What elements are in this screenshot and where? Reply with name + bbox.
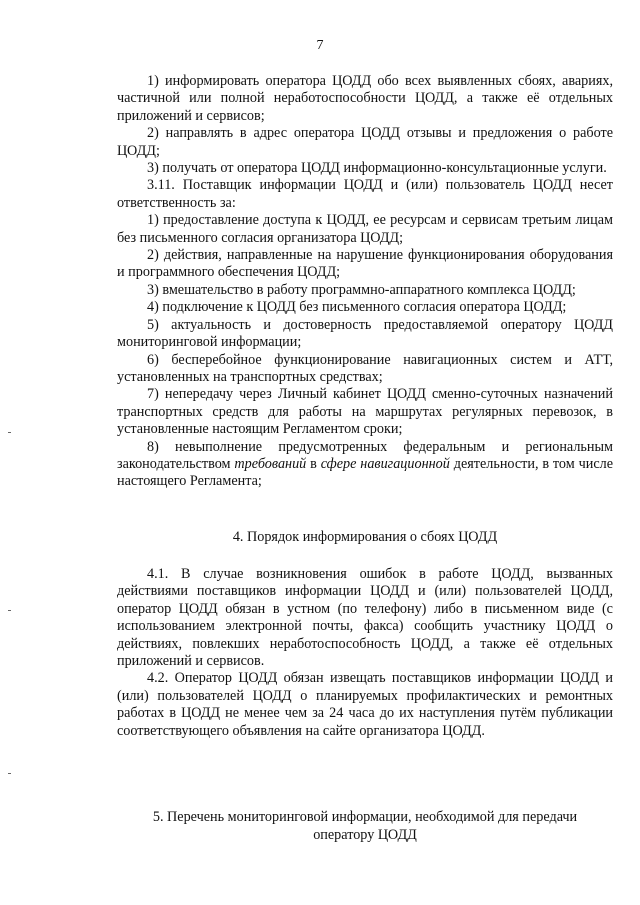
paragraph: 1) информировать оператора ЦОДД обо всех выявленных сбоях, авариях, частичной или полной неработоспособности ЦОДД, а также её отдельных приложений и сервисов;	[117, 73, 613, 124]
paragraph-8-text: в	[306, 455, 321, 472]
paragraph: 3) вмешательство в работу программно-аппаратного комплекса ЦОДД;	[147, 281, 576, 298]
scan-mark	[8, 773, 11, 774]
paragraph: 7) непередачу через Личный кабинет ЦОДД сменно-суточных назначений транспортных средств для работы на маршрутах регулярных перевозок, в установленные настоящим Регламентом сроки;	[117, 386, 613, 438]
section-5-heading-line: оператору ЦОДД	[313, 827, 417, 843]
paragraph: 2) действия, направленные на нарушение функционирования оборудования и программного обеспечения ЦОДД;	[117, 247, 613, 281]
section-4-text	[117, 566, 613, 740]
paragraph-8-text: деятельности, в том числе настоящего Регламента;	[117, 455, 614, 490]
paragraph-8	[117, 439, 613, 491]
section-5-heading	[117, 808, 613, 844]
paragraph-8-text: 8) невыполнение предусмотренных федеральным и региональным законодательством	[117, 438, 613, 472]
paragraph: 4.1. В случае возникновения ошибок в работе ЦОДД, вызванных действиями поставщиков информации ЦОДД и (или) пользователей ЦОДД, оператор ЦОДД обязан в устном (по телефону) либо в письменном виде (с использованием электронной почты, факса) сообщить участнику ЦОДД о действиях, повлекших неработоспособность ЦОДД, а также её отдельных приложений и сервисов.	[117, 566, 613, 670]
section-4-heading: 4. Порядок информирования о сбоях ЦОДД	[232, 529, 498, 545]
paragraph: 2) направлять в адрес оператора ЦОДД отзывы и предложения о работе ЦОДД;	[117, 125, 613, 159]
paragraph: 6) бесперебойное функционирование навигационных систем и АТТ, установленных на транспортных средствах;	[117, 351, 613, 385]
paragraph: 5) актуальность и достоверность предоставляемой оператору ЦОДД мониторинговой информации;	[117, 316, 613, 351]
italic-text: требований	[234, 455, 307, 472]
section-3-text	[117, 73, 613, 491]
section-5-heading-line: 5. Перечень мониторинговой информации, необходимой для передачи	[152, 809, 578, 825]
paragraph: 3) получать от оператора ЦОДД информационно-консультационные услуги.	[147, 160, 607, 177]
scan-mark	[8, 432, 11, 433]
paragraph: 3.11. Поставщик информации ЦОДД и (или) пользователь ЦОДД несет ответственность за:	[117, 177, 613, 211]
page-number: 7	[316, 38, 324, 53]
italic-text: сфере навигационной	[320, 455, 450, 472]
paragraph: 1) предоставление доступа к ЦОДД, ее ресурсам и сервисам третьим лицам без письменного согласия организатора ЦОДД;	[117, 212, 613, 246]
scan-mark	[8, 610, 11, 611]
paragraph: 4) подключение к ЦОДД без письменного согласия оператора ЦОДД;	[147, 299, 567, 316]
paragraph: 4.2. Оператор ЦОДД обязан извещать поставщиков информации ЦОДД и (или) пользователей ЦОДД о планируемых профилактических и ремонтных работах в ЦОДД не менее чем за 24 часа до их наступления путём публикации соответствующего объявления на сайте организатора ЦОДД.	[117, 670, 613, 739]
